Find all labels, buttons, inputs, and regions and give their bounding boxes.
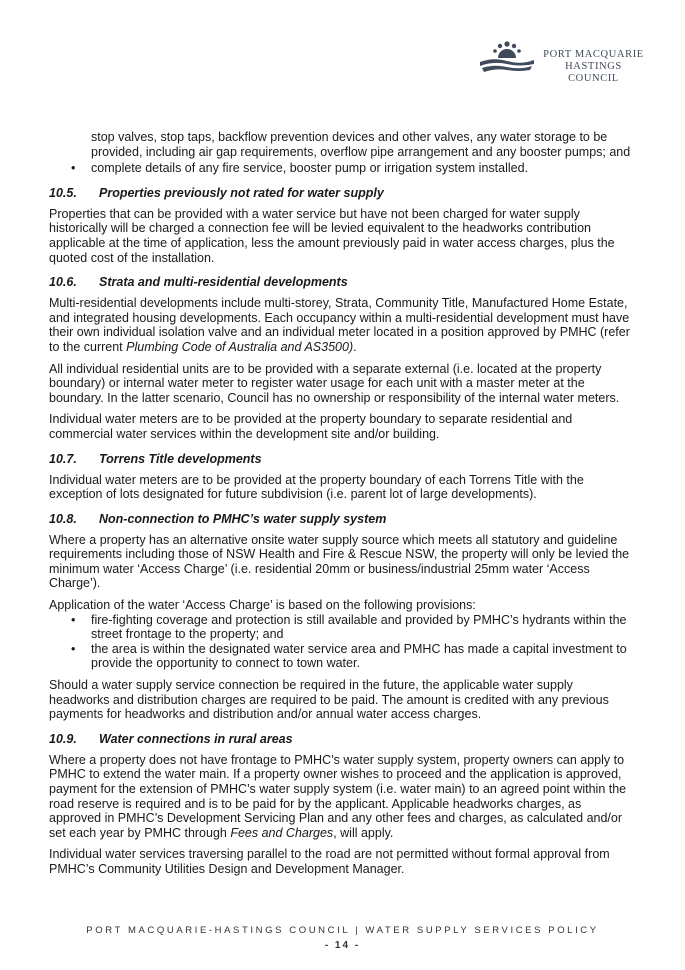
logo-line-1: PORT MACQUARIE	[543, 49, 644, 60]
text-run: .	[353, 339, 357, 354]
page-footer: PORT MACQUARIE-HASTINGS COUNCIL | WATER SUPPLY SERVICES POLICY	[86, 925, 599, 936]
bullet-item: • complete details of any fire service, booster pump or irrigation system installed.	[49, 161, 633, 176]
text-run: , will apply.	[333, 825, 394, 840]
italic-reference: Plumbing Code of Australia and AS3500)	[126, 339, 354, 354]
section-title: Torrens Title developments	[99, 451, 262, 466]
paragraph: Individual water services traversing parallel to the road are not permitted without formal approval from PMHC’s Community Utilities Design and Development Manager.	[49, 847, 610, 876]
continued-bullet-text: stop valves, stop taps, backflow prevention devices and other valves, any water storage to be provided, including air gap requirements, overflow pipe arrangement and any booster pumps; and	[91, 130, 631, 159]
section-number: 10.6.	[49, 275, 77, 290]
page-number: - 14 -	[324, 940, 361, 951]
section-heading-10-6	[49, 275, 633, 290]
text-run: Multi-residential developments include multi-storey, Strata, Community Title, Manufactured Home Estate, and integrated housing developments. Each occupancy within a multi-residential development must have their own individual isolation valve and an individual meter located in a position approved by PMHC (refer to the current	[49, 296, 630, 354]
text-run: Where a property does not have frontage to PMHC’s water supply system, property owners can apply to PMHC to extend the water main. If a property owner wishes to proceed and the application is approved, payment for the extension of PMHC’s water supply system (i.e. water main) to an agreed point within the road reserve is required and is to be paid for by the applicant. Applicable headworks charges, as approved in PMHC’s Development Servicing Plan and any other fees and charges, as calculated and/or set each year by PMHC through	[49, 752, 627, 840]
document-body	[49, 130, 633, 884]
section-number: 10.9.	[49, 731, 77, 746]
paragraph: Should a water supply service connection be required in the future, the applicable water supply headworks and distribution charges are required to be paid. The amount is credited with any previous payments for headworks and distribution and/or annual water access charges.	[49, 678, 609, 722]
paragraph: Where a property has an alternative onsite water supply source which meets all statutory and guideline requirements including those of NSW Health and Fire & Rescue NSW, the property will only be levied the minimum water ‘Access Charge’ (i.e. residential 20mm or business/industrial 25mm water ‘Access Charge’).	[49, 532, 630, 591]
bullet-item: • fire-fighting coverage and protection is still available and provided by PMHC’s hydrants within the street frontage to the property; and	[49, 613, 633, 642]
logo-line-2: HASTINGS COUNCIL	[565, 61, 622, 84]
section-number: 10.8.	[49, 511, 77, 526]
council-logo-text	[539, 49, 648, 85]
intro-bullet-list	[49, 161, 633, 176]
section-heading-10-8	[49, 512, 633, 527]
paragraph	[49, 296, 633, 354]
section-title: Strata and multi-residential developments	[99, 275, 348, 290]
section-heading-10-5	[49, 186, 633, 201]
paragraph: All individual residential units are to be provided with a separate external (i.e. located at the property boundary) or internal water meter to register water usage for each unit with a master meter at the boundary. In the latter scenario, Council has no ownership or responsibility of the internal water meters.	[49, 361, 620, 405]
council-wave-sun-icon	[478, 38, 536, 78]
section-number: 10.7.	[49, 451, 77, 466]
section-heading-10-7	[49, 452, 633, 467]
section-number: 10.5.	[49, 185, 77, 200]
paragraph: Individual water meters are to be provided at the property boundary to separate residential and commercial water services within the development site and/or building.	[49, 412, 573, 441]
paragraph: Properties that can be provided with a water service but have not been charged for water supply historically will be charged a connection fee will be levied equivalent to the headworks contribution applicable at the time of application, less the amount previously paid in water access charges, plus the quoted cost of the installation.	[49, 206, 615, 265]
provisions-bullet-list	[49, 613, 633, 671]
section-title: Non-connection to PMHC’s water supply system	[99, 511, 387, 526]
paragraph: Individual water meters are to be provided at the property boundary of each Torrens Title with the exception of lots designated for future subdivision (i.e. parent lot of large developments).	[49, 472, 584, 502]
italic-reference: Fees and Charges	[230, 825, 334, 840]
council-logo	[478, 38, 648, 84]
section-title: Properties previously not rated for water supply	[99, 185, 384, 200]
paragraph	[49, 753, 633, 841]
section-heading-10-9	[49, 732, 633, 747]
section-title: Water connections in rural areas	[99, 731, 293, 746]
paragraph: Application of the water ‘Access Charge’ is based on the following provisions:	[49, 598, 476, 613]
bullet-item: • the area is within the designated water service area and PMHC has made a capital investment to provide the opportunity to connect to town water.	[49, 642, 633, 671]
